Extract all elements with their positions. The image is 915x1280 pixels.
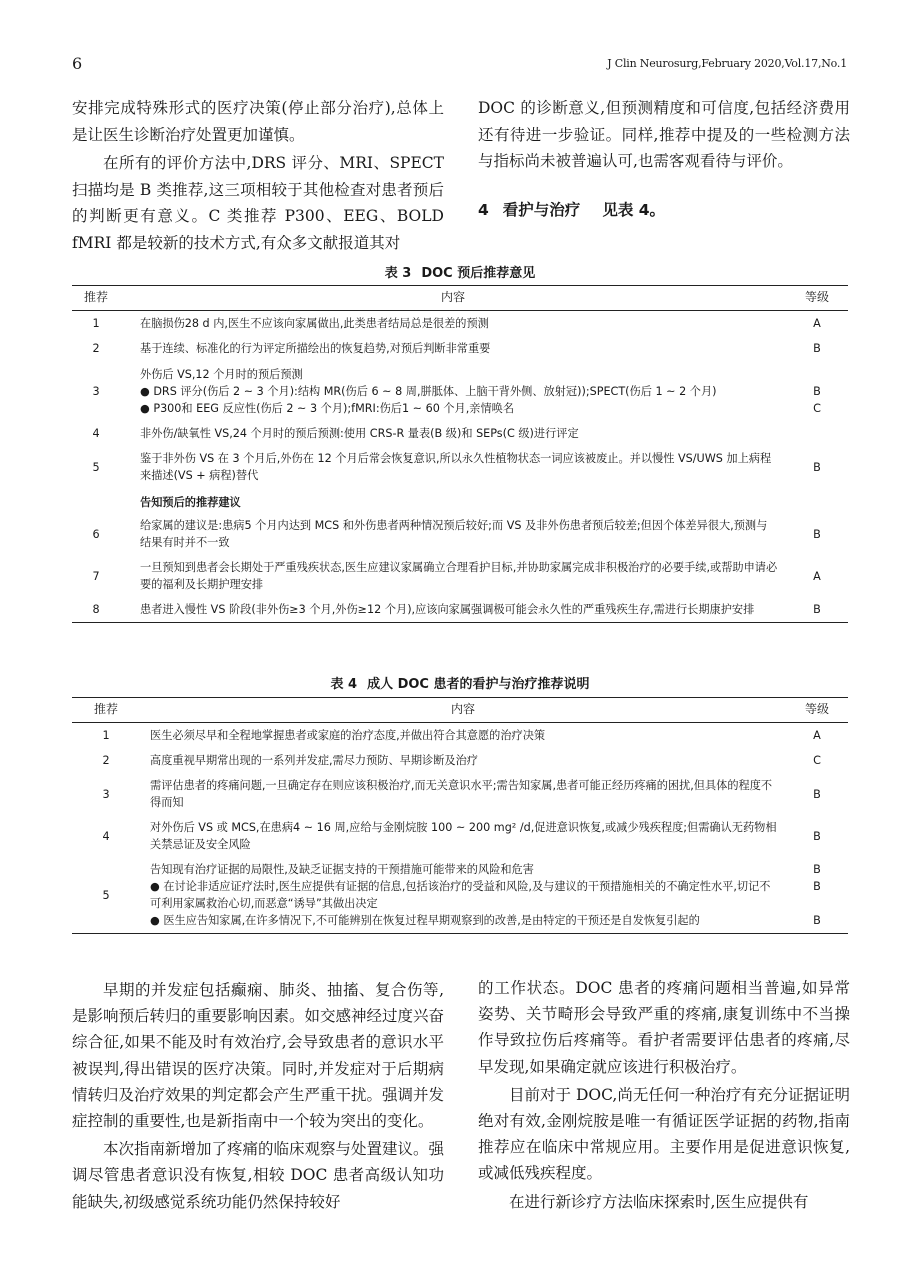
section-heading: [478, 197, 850, 224]
row-grade: B: [786, 597, 848, 623]
row-number: 5: [92, 460, 100, 474]
bottom-right-column: [478, 975, 850, 1215]
page-number: 6: [72, 54, 83, 73]
table-row: [72, 773, 848, 815]
bullet-item: ● 医生应告知家属,在许多情况下,不可能辨别在恢复过程早期观察到的改善,是由特定的干预还是自发恢复引起的: [150, 914, 700, 927]
row-content: [120, 361, 786, 421]
row-content: 患者进入慢性 VS 阶段(非外伤≥3 个月,外伤≥12 个月),应该向家属强调极可能会永久性的严重残疾生存,需进行长期康护安排: [120, 597, 786, 623]
grade-value: B: [813, 914, 821, 927]
row-number: 4: [102, 829, 110, 843]
paragraph: 早期的并发症包括癫痫、肺炎、抽搐、复合伤等,是影响预后转归的重要影响因素。如交感神经过度兴奋综合征,如果不能及时有效治疗,会导致患者的意识水平被误判,得出错误的医疗决策。同时,并发症对于后期病情转归及治疗效果的判定都会产生严重干扰。强调并发症控制的重要性,也是新指南中一个较为突出的变化。: [72, 981, 445, 1131]
bullet-item: ● 在讨论非适应证疗法时,医生应提供有证据的信息,包括该治疗的受益和风险,及与建议的干预措施相关的不确定性水平,切记不可利用家属救治心切,而恶意“诱导”其做出决定: [150, 880, 771, 910]
table4-title: 成人 DOC 患者的看护与治疗推荐说明: [367, 677, 590, 692]
table-row: [72, 555, 848, 597]
grade-value: B: [813, 385, 821, 398]
row-number: 3: [102, 787, 110, 801]
paragraph: 安排完成特殊形式的医疗决策(停止部分治疗),总体上是让医生诊断治疗处置更加谨慎。: [72, 99, 444, 144]
paragraph: 在进行新诊疗方法临床探索时,医生应提供有: [509, 1192, 809, 1211]
table-row: [72, 748, 848, 773]
row-lead-text: 告知现有治疗证据的局限性,及缺乏证据支持的干预措施可能带来的风险和危害: [150, 863, 534, 876]
table-row: [72, 361, 848, 421]
row-content: 一旦预知到患者会长期处于严重残疾状态,医生应建议家属确立合理看护目标,并协助家属完成非积极治疗的必要手续,或帮助申请必要的福利及长期护理安排: [140, 561, 778, 591]
row-grade: C: [813, 754, 821, 767]
row-grade: B: [813, 527, 821, 541]
row-grade: A: [813, 317, 821, 330]
row-number: 2: [102, 754, 110, 767]
row-content: 高度重视早期常出现的一系列并发症,需尽力预防、早期诊断及治疗: [150, 754, 478, 767]
table-row: [72, 723, 848, 749]
paragraph: 的工作状态。DOC 患者的疼痛问题相当普遍,如异常姿势、关节畸形会导致严重的疼痛,康复训练中不当操作导致拉伤后疼痛等。看护者需要评估患者的疼痛,尽早发现,如果确定就应该进行积极治疗。: [478, 979, 850, 1076]
table-row: [72, 597, 848, 623]
grade-value: C: [813, 402, 821, 415]
column-header-recommendation: 推荐: [72, 698, 140, 723]
section-title: 看护与治疗: [502, 200, 581, 219]
bottom-left-column: [72, 975, 444, 1215]
grade-value: B: [813, 863, 821, 876]
column-header-content: 内容: [140, 698, 786, 723]
table-header-row: [72, 286, 848, 311]
table-row: [72, 815, 848, 857]
journal-header: J Clin Neurosurg,February 2020,Vol.17,No.1: [607, 57, 847, 70]
row-number: 5: [72, 857, 140, 934]
table4-number: 表 4: [330, 677, 358, 692]
row-content: 非外伤/缺氧性 VS,24 个月时的预后预测:使用 CRS-R 量表(B 级)和 SEPs(C 级)进行评定: [140, 427, 579, 440]
paragraph: 本次指南新增加了疼痛的临床观察与处置建议。强调尽管患者意识没有恢复,相较 DOC 患者高级认知功能缺失,初级感觉系统功能仍然保持较好: [72, 1140, 445, 1211]
table-header-row: [72, 698, 848, 723]
row-content: 鉴于非外伤 VS 在 3 个月后,外伤在 12 个月后常会恢复意识,所以永久性植物状态一词应该被废止。并以慢性 VS/UWS 加上病程来描述(VS + 病程)替代: [140, 452, 772, 482]
row-content: 需评估患者的疼痛问题,一旦确定存在则应该积极治疗,而无关意识水平;需告知家属,患者可能正经历疼痛的困扰,但具体的程度不得而知: [150, 779, 773, 809]
table-row: [72, 857, 848, 934]
table-subheading: 告知预后的推荐建议: [140, 496, 241, 509]
table4: [72, 697, 848, 934]
row-content: [140, 857, 786, 934]
bullet-item: ● DRS 评分(伤后 2 ~ 3 个月):结构 MR(伤后 6 ~ 8 周,胼胝体、上脑干背外侧、放射冠));SPECT(伤后 1 ~ 2 个月): [140, 384, 717, 398]
row-grade: B: [813, 787, 821, 801]
row-number: 7: [92, 569, 100, 583]
grade-value: B: [813, 880, 821, 893]
row-content: 医生必须尽早和全程地掌握患者或家庭的治疗态度,并做出符合其意愿的治疗决策: [150, 729, 546, 742]
column-header-grade: 等级: [786, 286, 848, 311]
table3-number: 表 3: [384, 266, 412, 281]
column-header-grade: 等级: [786, 698, 848, 723]
table-subheading-row: [72, 488, 848, 513]
row-content: 在脑损伤28 d 内,医生不应该向家属做出,此类患者结局总是很差的预测: [140, 317, 489, 330]
row-grade: B: [813, 460, 821, 474]
row-grade: [786, 421, 848, 446]
table-row: [72, 421, 848, 446]
bullet-item: ● P300和 EEG 反应性(伤后 2 ~ 3 个月);fMRI:伤后1 ~ 60 个月,亲情唤名: [140, 401, 515, 415]
table-row: [72, 513, 848, 555]
row-number: 3: [92, 384, 100, 398]
row-number: 2: [92, 342, 100, 355]
paragraph: DOC 的诊断意义,但预测精度和可信度,包括经济费用还有待进一步验证。同样,推荐中提及的一些检测方法与指标尚未被普遍认可,也需客观看待与评价。: [478, 99, 850, 170]
section-number: 4: [478, 200, 489, 219]
row-content: 给家属的建议是:患病5 个月内达到 MCS 和外伤患者两种情况预后较好;而 VS 及非外伤患者预后较差;但因个体差异很大,预测与结果有时并不一致: [140, 519, 768, 549]
row-number: 4: [92, 427, 100, 440]
row-number: 8: [72, 597, 120, 623]
paragraph: 目前对于 DOC,尚无任何一种治疗有充分证据证明绝对有效,金刚烷胺是唯一有循证医学证据的药物,指南推荐应在临床中常规应用。主要作用是促进意识恢复,或减低残疾程度。: [478, 1085, 850, 1183]
top-left-column: [72, 95, 444, 256]
table-row: [72, 336, 848, 361]
top-right-column: [478, 95, 850, 223]
section-table-reference: 见表 4。: [602, 200, 665, 219]
row-grade: B: [813, 829, 821, 843]
table4-caption: [72, 673, 848, 692]
row-number: 1: [92, 317, 100, 330]
row-grade: A: [813, 569, 821, 583]
table-row: [72, 446, 848, 488]
column-header-recommendation: 推荐: [72, 286, 120, 311]
paragraph: 在所有的评价方法中,DRS 评分、MRI、SPECT 扫描均是 B 类推荐,这三项相较于其他检查对患者预后的判断更有意义。C 类推荐 P300、EEG、BOLD fMRI 都是较新的技术方式,有众多文献报道其对: [72, 154, 444, 252]
row-number: 1: [102, 729, 110, 742]
table3: [72, 285, 848, 623]
row-grade: [786, 361, 848, 421]
table3-caption: [72, 262, 848, 281]
row-content: 对外伤后 VS 或 MCS,在患病4 ~ 16 周,应给与金刚烷胺 100 ~ 200 mg² /d,促进意识恢复,或减少残疾程度;但需确认无药物相关禁忌证及安全风险: [150, 821, 777, 851]
table-row: [72, 311, 848, 337]
row-lead-text: 外伤后 VS,12 个月时的预后预测: [140, 367, 303, 381]
row-grade: B: [813, 342, 821, 355]
table3-title: DOC 预后推荐意见: [421, 266, 536, 281]
column-header-content: 内容: [120, 286, 786, 311]
row-grade: [786, 857, 848, 934]
row-content: 基于连续、标准化的行为评定所描绘出的恢复趋势,对预后判断非常重要: [140, 342, 491, 355]
row-number: 6: [92, 527, 100, 541]
row-grade: A: [813, 729, 821, 742]
